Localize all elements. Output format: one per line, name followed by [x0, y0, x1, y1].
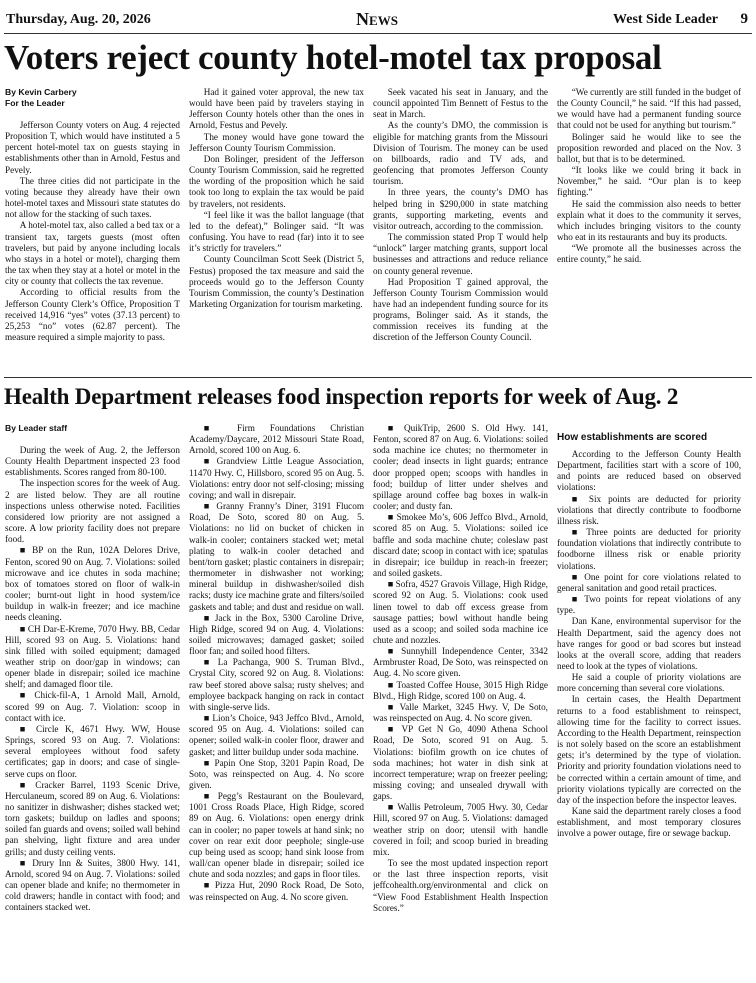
inspection-item: ■ Wallis Petroleum, 7005 Hwy. 30, Cedar Hill, scored 97 on Aug. 5. Violations: damaged weather strip on door; utensil with handle covered in foil; and scoop buried in breading mix.: [373, 802, 548, 858]
inspection-item: ■ Lion’s Choice, 943 Jeffco Blvd., Arnold, scored 95 on Aug. 4. Violations: soiled can opener; soiled walk-in cooler floor, drawer and gasket; and litter buildup under soda machine.: [189, 713, 364, 758]
inspection-item: ■ Sofra, 4527 Gravois Village, High Ridge, scored 92 on Aug. 5. Violations: cook used linen towel to dab off excess grease from sausage patties; bowl without handle being used as a scoop; and soiled soda machine ice chute and nozzles.: [373, 579, 548, 646]
article1-paragraph: Had Proposition T gained approval, the Jefferson County Tourism Commission would have had an independent funding source for its programs, Bolinger said. As it stands, the commission receives its funding at the discretion of the Jefferson County Council.: [373, 276, 548, 343]
article1-paragraph: As the county’s DMO, the commission is eligible for matching grants from the Missouri Division of Tourism. The money can be used on billboards, radio and TV ads, and geofencing that promotes Jefferson County tourism.: [373, 120, 548, 187]
article2-paragraph: In certain cases, the Health Department returns to a food establishment to reinspect, allowing time for the facility to correct issues. According to the Health Department, reinspection is not solely based on the score an establishment gets; it’s determined by the type of violation. Priority and priority foundation violations need to be corrected within a certain amount of time, and priority violations typically are corrected on the day of the inspection before the inspector leaves.: [557, 694, 741, 805]
inspection-item: ■ La Pachanga, 900 S. Truman Blvd., Crystal City, scored 92 on Aug. 8. Violations: raw beef stored above salsa; rusty shelves; and employee backpack hanging on rack in contact with single-serve lids.: [189, 657, 364, 713]
article2-byline: By Leader staff: [5, 423, 68, 433]
article1-column-1: [5, 87, 180, 372]
article1-byline-author: By Kevin Carbery: [5, 87, 77, 97]
article2-column-1: [5, 423, 180, 978]
article1-column-4: [557, 87, 741, 372]
article2-paragraph: During the week of Aug. 2, the Jefferson County Health Department inspected 23 food establishments. Scores ranged from 80-100.: [5, 445, 180, 478]
article1-column-2: [189, 87, 364, 372]
scoring-bullet: ■ Three points are deducted for priority foundation violations that indirectly contribute to foodborne illness risk or enable priority violations.: [557, 527, 741, 572]
article1-paragraph: “We currently are still funded in the budget of the County Council,” he said. “If this had passed, we would have had a permanent funding source that could not be used for anything but tourism.”: [557, 87, 741, 131]
article2-paragraph: Dan Kane, environmental supervisor for the Health Department, said the agency does not have ranges for good or bad scores but instead looks at the overall score, adding that readers need to look at the types of violations.: [557, 616, 741, 671]
scoring-bullet: ■ Six points are deducted for priority violations that directly contribute to foodborne illness risk.: [557, 494, 741, 527]
article2-column-3: [373, 423, 548, 978]
inspection-item: ■ Grandview Little League Association, 11470 Hwy. C, Hillsboro, scored 95 on Aug. 5. Violations: entry door not self-closing; missing coving; and wall in disrepair.: [189, 456, 364, 501]
header-rule: [4, 33, 752, 34]
inspection-item: ■ VP Get N Go, 4090 Athena School Road, De Soto, scored 91 on Aug. 5. Violations: biofilm growth on ice chutes of soda machines; hot water in dish sink at incorrect temperature; wrap on freezer peeling; missing coving; and unsealed drywall with gaps.: [373, 724, 548, 802]
inspection-item: ■ Jack in the Box, 5300 Caroline Drive, High Ridge, scored 94 on Aug. 4. Violations: soiled microwaves; damaged gasket; soiled floor fan; and soiled hood filters.: [189, 613, 364, 658]
scoring-bullet: ■ Two points for repeat violations of any type.: [557, 594, 741, 616]
inspection-item: ■ Toasted Coffee House, 3015 High Ridge Blvd., High Ridge, scored 100 on Aug. 4.: [373, 680, 548, 702]
inspection-item: ■ Valle Market, 3245 Hwy. V, De Soto, was reinspected on Aug. 4. No score given.: [373, 702, 548, 724]
article1-paragraph: He said the commission also needs to better explain what it does to the community it serves, which includes bringing visitors to the county who eat in its restaurants and buy its products.: [557, 198, 741, 243]
article2-paragraph: The inspection scores for the week of Aug. 2 are listed below. They are all routine inspections unless otherwise noted. Facilities considered low priority are not assigned a score. A low priority facility does not prepare food.: [5, 478, 180, 545]
article1-paragraph: “I feel like it was the ballot language (that led to the defeat),” Bolinger said. “It was confusing. You have to read (far) into it to see it’s strictly for travelers.”: [189, 209, 364, 254]
article2-paragraph: Kane said the department rarely closes a food establishment, and most temporary closures involve a power outage, fire or sewage backup.: [557, 806, 741, 839]
article1-paragraph: “We promote all the businesses across the entire county,” he said.: [557, 243, 741, 265]
article1-paragraph: Jefferson County voters on Aug. 4 rejected Proposition T, which would have instituted a 5 percent hotel-motel tax on guests staying in establishments other than in Arnold, Festus and Pevely.: [5, 120, 180, 175]
article2-paragraph: According to the Jefferson County Health Department, facilities start with a score of 100, and points are reduced based on observed violations:: [557, 449, 741, 493]
inspection-item: ■ Smokee Mo’s, 606 Jeffco Blvd., Arnold, scored 85 on Aug. 5. Violations: soiled ice baffle and soda machine chute; coleslaw past discard date; scoop in contact with ice; spatulas in disrepair; ice buildup in reach-in freezer; and soiled gaskets.: [373, 512, 548, 579]
article1-paragraph: County Councilman Scott Seek (District 5, Festus) proposed the tax measure and said the proceeds would go to the Jefferson County Tourism Commission, the county’s Destination Marketing Organization for tourism marketing.: [189, 254, 364, 309]
inspection-item: ■ CH Dar-E-Kreme, 7070 Hwy. BB, Cedar Hill, scored 93 on Aug. 5. Violations: hand sink filled with soiled equipment; damaged weather strip on door/gap in windows; can opener blade in disrepair; soiled ice machine shelf; and damaged floor tile.: [5, 624, 180, 691]
scoring-bullet: ■ One point for core violations related to general sanitation and good retail practices.: [557, 572, 741, 594]
article1-paragraph: Had it gained voter approval, the new tax would have been paid by travelers staying in Jefferson County hotels other than the ones in Arnold, Festus and Pevely.: [189, 87, 364, 131]
section-name: News: [356, 9, 398, 29]
inspection-item: ■ Drury Inn & Suites, 3800 Hwy. 141, Arnold, scored 94 on Aug. 7. Violations: soiled can opener blade and knife; no thermometer in cold drawers; handle in contact with food; and containers stacked wet.: [5, 858, 180, 914]
article1-byline-affiliation: For the Leader: [5, 98, 65, 108]
scoring-subhead: How establishments are scored: [557, 432, 708, 443]
inspection-item: ■ BP on the Run, 102A Delores Drive, Fenton, scored 90 on Aug. 7. Violations: soiled microwave and ice chutes in soda machine; box of tomatoes stored on floor of walk-in cooler; burnt-out light in hood system/ice buildup in walk-in freezer; and ice machine needs cleaning.: [5, 545, 180, 623]
article1-paragraph: According to official results from the Jefferson County Clerk’s Office, Proposition T received 14,916 “yes” votes (37.13 percent) to 25,253 “no” votes (62.87 percent). The measure required a simple majority to pass.: [5, 287, 180, 342]
article1-paragraph: The three cities did not participate in the voting because they already have their own hotel-motel taxes and Missouri state statutes do not allow for the stacking of such taxes.: [5, 175, 180, 220]
article1-paragraph: Seek vacated his seat in January, and the council appointed Tim Bennett of Festus to the seat in March.: [373, 87, 548, 120]
article2-paragraph: To see the most updated inspection report or the last three inspection reports, visit jeffcohealth.org/environmental and click on “View Food Establishment Health Inspection Scores.”: [373, 858, 548, 913]
inspection-item: ■ Sunnyhill Independence Center, 3342 Armbruster Road, De Soto, was reinspected on Aug. 4. No score given.: [373, 646, 548, 679]
article1-paragraph: The money would have gone toward the Jefferson County Tourism Commission.: [189, 131, 364, 153]
article1-headline: Voters reject county hotel-motel tax proposal: [4, 38, 662, 77]
article2-column-4: [557, 423, 741, 978]
inspection-item: ■ Granny Franny’s Diner, 3191 Flucom Road, De Soto, scored 80 on Aug. 5. Violations: no lid on bucket of chicken in walk-in cooler; containers stacked wet; metal plating to walk-in cooler detached and bent/torn gasket; plastic containers in disrepair; thermometer in dishwasher not working; mineral buildup in dishwasher/soiled dish racks; dusty ice machine grate and filters/soiled gaskets and table; and dust and residue on wall.: [189, 501, 364, 613]
article1-paragraph: Bolinger said he would like to see the proposition reworded and placed on the Nov. 3 ballot, but that is to be determined.: [557, 131, 741, 164]
inspection-item: ■ Pegg’s Restaurant on the Boulevard, 1001 Cross Roads Place, High Ridge, scored 89 on Aug. 6. Violations: open energy drink can in cooler; no paper towels at hand sink; no cover on rear exit door peephole; single-use cup being used as scoop; hand sink loose from wall/can opener blade in disrepair; soiled ice chute and soda nozzles; and gaps in floor tiles.: [189, 791, 364, 880]
page-number: 9: [740, 11, 748, 27]
article1-paragraph: The commission stated Prop T would help “unlock” larger matching grants, support local businesses and attractions and reduce reliance on county general revenue.: [373, 232, 548, 276]
paper-name: West Side Leader: [613, 12, 718, 27]
inspection-item: ■ Firm Foundations Christian Academy/Daycare, 2012 Missouri State Road, Arnold, scored 100 on Aug. 6.: [189, 423, 364, 456]
inspection-item: ■ Chick-fil-A, 1 Arnold Mall, Arnold, scored 99 on Aug. 7. Violation: scoop in contact with ice.: [5, 690, 180, 723]
article1-column-3: [373, 87, 548, 372]
article1-paragraph: A hotel-motel tax, also called a bed tax or a transient tax, targets guests (most often travelers, but paid by anyone including locals who stays in a hotel or motel), charging them the tax when they stay at a hotel or motel in the city or county that collects the tax revenue.: [5, 220, 180, 287]
issue-date: Thursday, Aug. 20, 2026: [6, 12, 151, 27]
article2-column-2: [189, 423, 364, 978]
article2-paragraph: He said a couple of priority violations are more concerning than several core violations.: [557, 672, 741, 694]
article2-headline: Health Department releases food inspection reports for week of Aug. 2: [4, 384, 679, 409]
inspection-item: ■ Papin One Stop, 3201 Papin Road, De Soto, was reinspected on Aug. 4. No score given.: [189, 758, 364, 791]
article1-paragraph: “It looks like we could bring it back in November,” he said. “Our plan is to keep fighting.”: [557, 165, 741, 198]
page-header: [6, 9, 748, 29]
article1-paragraph: In three years, the county’s DMO has helped bring in $290,000 in state matching grants, supporting marketing, events and visitor outreach, according to the commission.: [373, 187, 548, 231]
article1-paragraph: Don Bolinger, president of the Jefferson County Tourism Commission, said he regretted the wording of the proposition which he said took too long to explain the tax would be paid by travelers, not residents.: [189, 153, 364, 209]
inspection-item: ■ Pizza Hut, 2090 Rock Road, De Soto, was reinspected on Aug. 4. No score given.: [189, 880, 364, 902]
inspection-item: ■ Cracker Barrel, 1193 Scenic Drive, Herculaneum, scored 89 on Aug. 6. Violations: no sanitizer in dishwasher; dishes stacked wet; torn gaskets; buildup on ladles and spoons; soiled fan guards and ovens; soiled wall behind pan shelving, light fixture and area under grills; and dusty ceiling vents.: [5, 780, 180, 858]
inspection-item: ■ QuikTrip, 2600 S. Old Hwy. 141, Fenton, scored 87 on Aug. 6. Violations: soiled soda machine ice chutes; no thermometer in cooler; dead insects in light guards; entrance door propped open; scoops with handles in food; buildup of litter under shelves and spillage around coffee bag boxes in walk-in cooler; and dusty fan.: [373, 423, 548, 512]
inspection-item: ■ Circle K, 4671 Hwy. WW, House Springs, scored 93 on Aug. 7. Violations: several employees without food safety certificates; gap in doors; and case of single-serve cups on floor.: [5, 724, 180, 780]
article-divider: [4, 377, 752, 378]
